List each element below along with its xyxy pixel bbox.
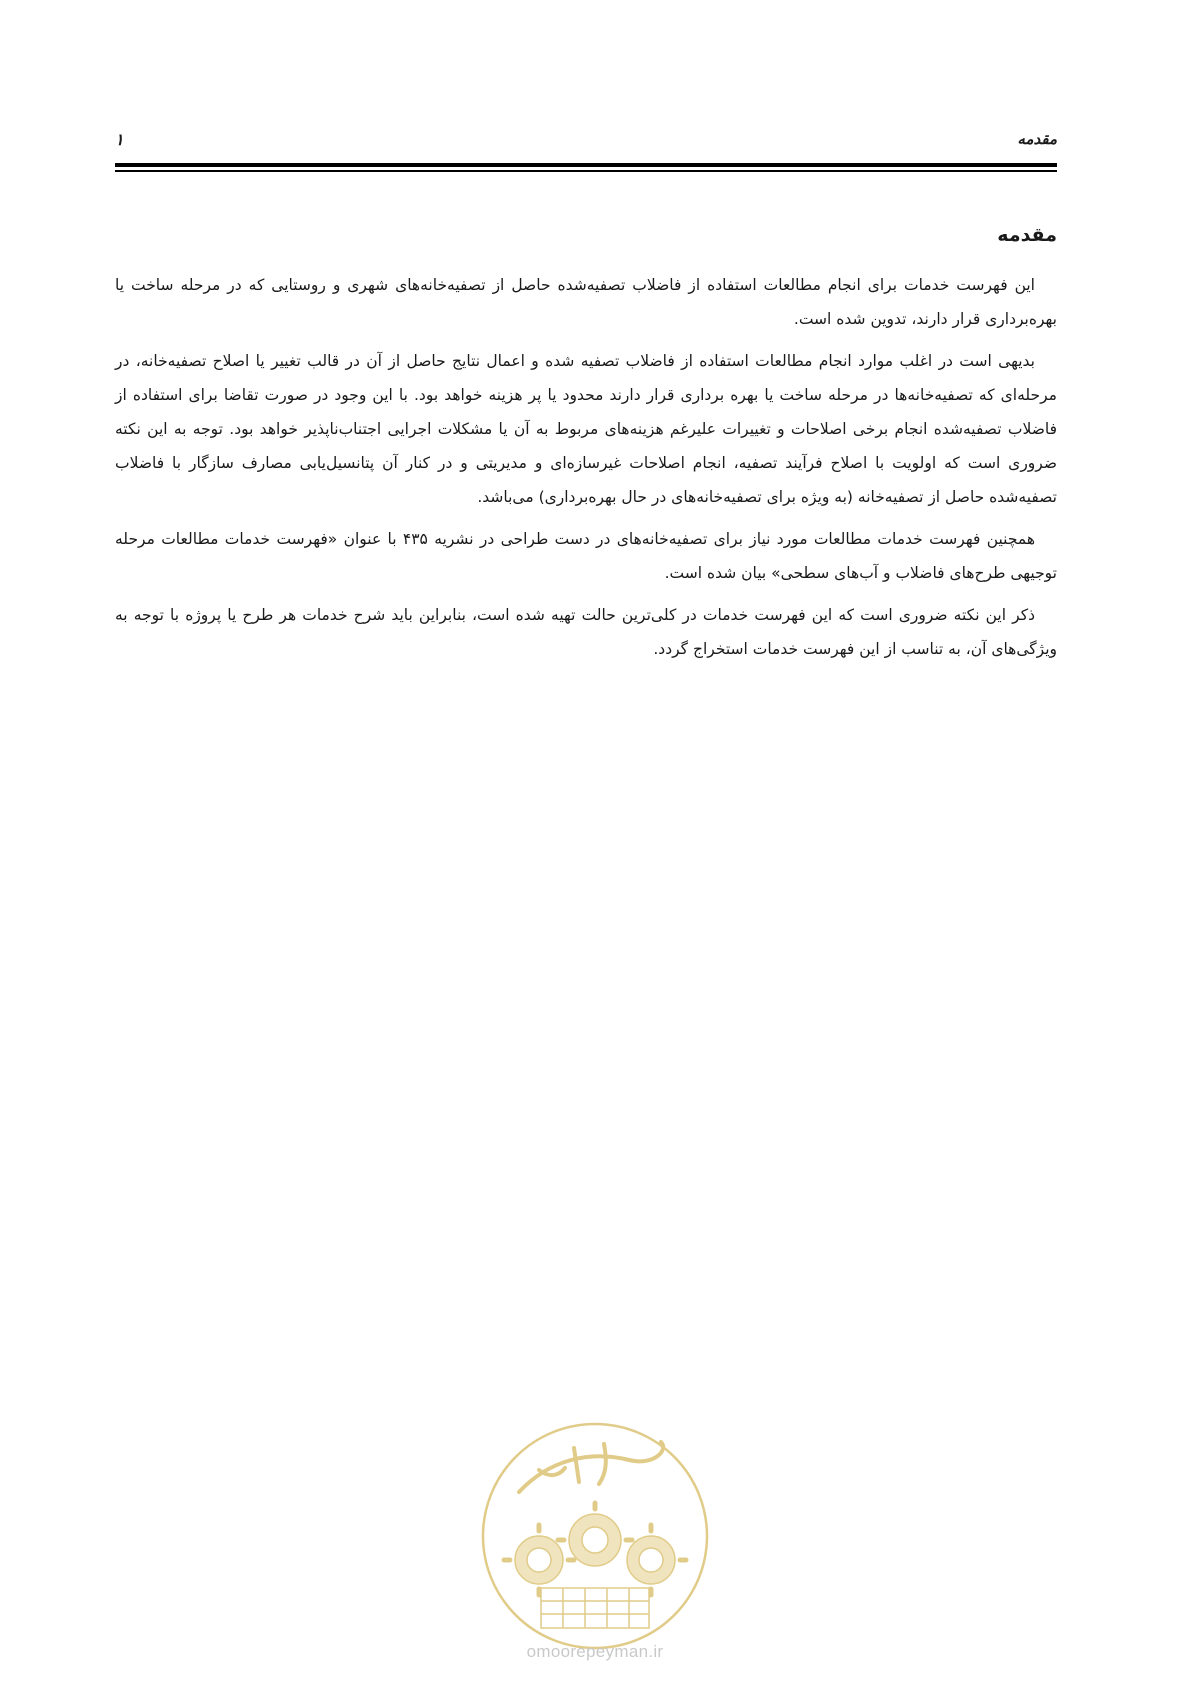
header-rule-thin bbox=[115, 170, 1057, 172]
running-header bbox=[115, 130, 1057, 156]
watermark-site: omoorepeyman.ir bbox=[526, 1642, 664, 1661]
paragraph-1: این فهرست خدمات برای انجام مطالعات استفاده از فاضلاب تصفیه‌شده حاصل از تصفیه‌خانه‌های شهری و روستایی که در مرحله ساخت یا بهره‌برداری قرار دارند، تدوین شده است. bbox=[115, 276, 1057, 328]
paragraph-4: ذکر این نکته ضروری است که این فهرست خدمات در کلی‌ترین حالت تهیه شده است، بنابراین باید شرح خدمات هر طرح یا پروژه با توجه به ویژگی‌های آن، به تناسب از این فهرست خدمات استخراج گردد. bbox=[115, 606, 1057, 658]
header-rule-thick bbox=[115, 163, 1057, 167]
page-number: ۱ bbox=[115, 130, 124, 149]
watermark-logo-icon bbox=[479, 1420, 711, 1652]
section-body bbox=[115, 220, 1057, 674]
running-title: مقدمه bbox=[1017, 130, 1057, 148]
section-heading: مقدمه bbox=[997, 224, 1057, 246]
paragraph-2: بدیهی است در اغلب موارد انجام مطالعات استفاده از فاضلاب تصفیه شده و اعمال نتایج حاصل از آن در قالب تغییر یا اصلاح تصفیه‌خانه، در مرحله‌ای که تصفیه‌خانه‌ها در مرحله ساخت یا بهره برداری قرار دارند محدود یا پر هزینه خواهد بود. با این وجود در صورت تقاضا برای استفاده از فاضلاب تصفیه‌شده انجام برخی اصلاحات و تغییرات علیرغم هزینه‌های مربوط به آن یا مشکلات اجرایی اجتناب‌ناپذیر خواهد بود. توجه به این نکته ضروری است که اولویت با اصلاح فرآیند تصفیه، انجام اصلاحات غیرسازه‌ای و مدیریتی و در کنار آن پتانسیل‌یابی مصارف سازگار با فاضلاب تصفیه‌شده حاصل از تصفیه‌خانه (به ویژه برای تصفیه‌خانه‌های در حال بهره‌برداری) می‌باشد. bbox=[115, 352, 1057, 506]
paragraph-3: همچنین فهرست خدمات مطالعات مورد نیاز برای تصفیه‌خانه‌های در دست طراحی در نشریه ۴۳۵ با عنوان «فهرست خدمات مطالعات مرحله توجیهی طرح‌های فاضلاب و آب‌های سطحی» بیان شده است. bbox=[115, 530, 1057, 582]
